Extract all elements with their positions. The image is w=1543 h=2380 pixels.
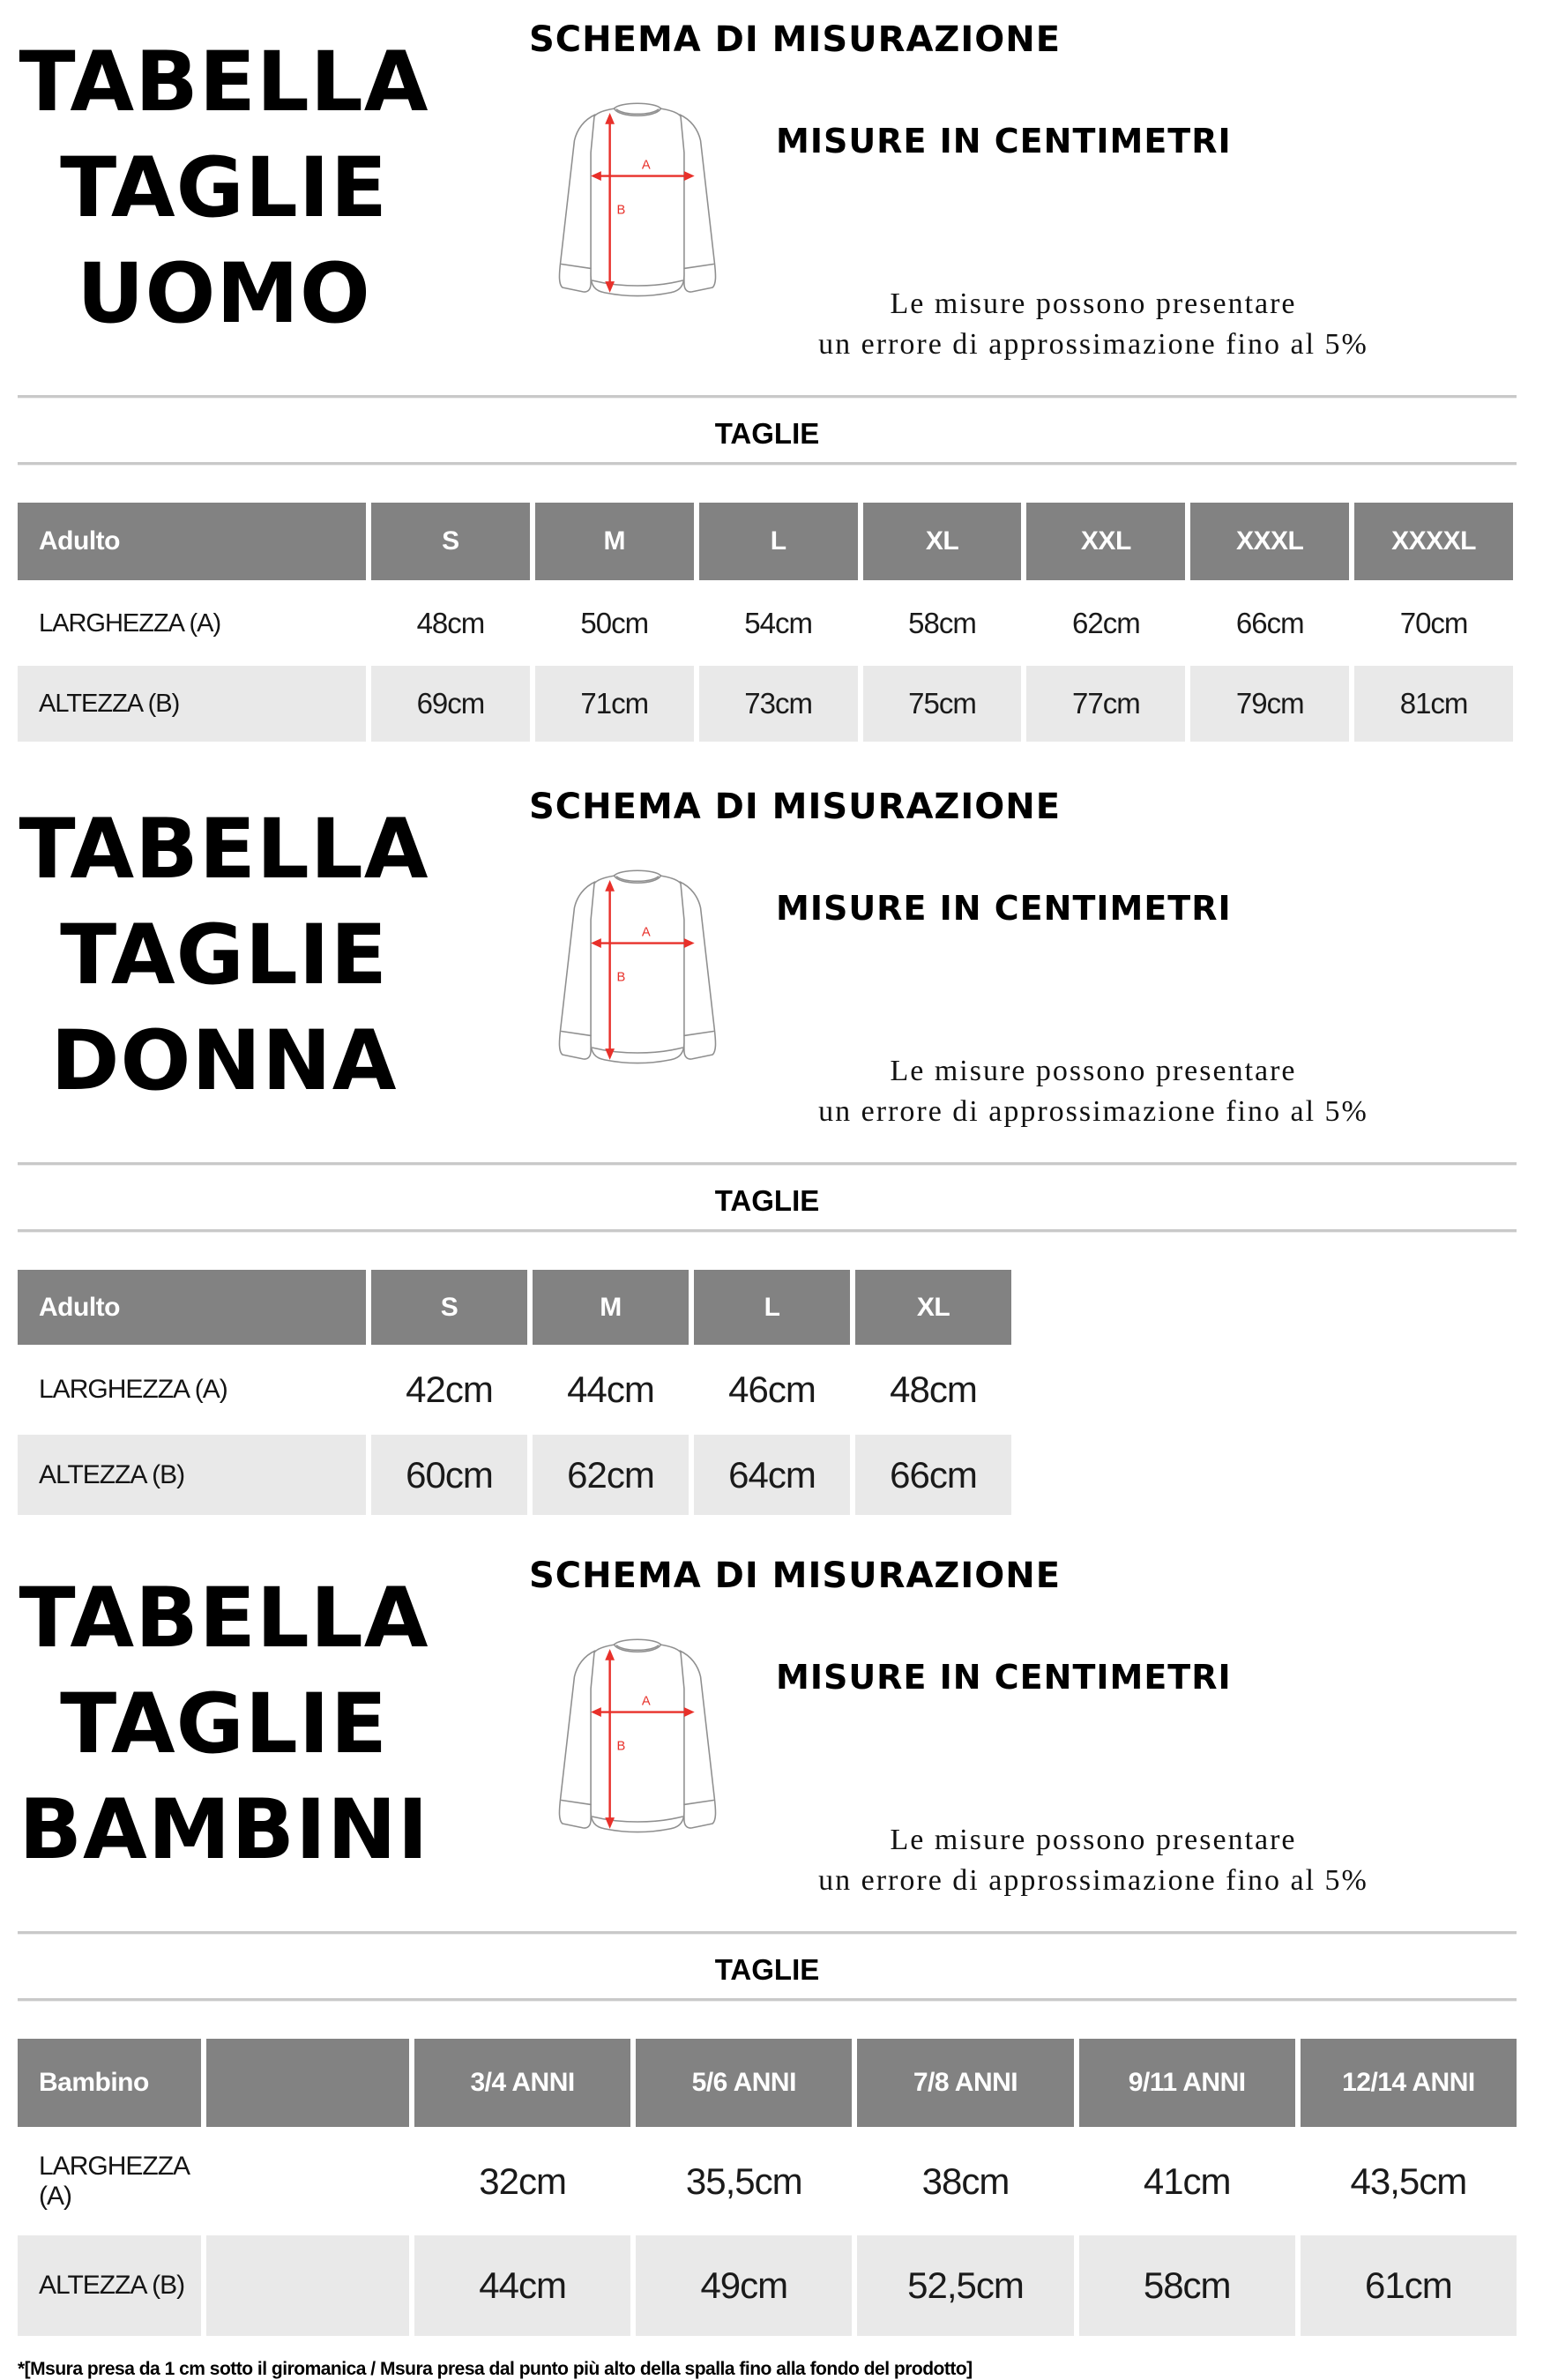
- shirt-diagram-icon: [508, 859, 767, 1076]
- value-cell: 43,5cm: [1301, 2132, 1517, 2230]
- taglie-bar: [18, 395, 1517, 466]
- divider: [18, 1229, 1517, 1233]
- value-cell: 52,5cm: [857, 2235, 1073, 2336]
- footnote: *[Msura presa da 1 cm sotto il giromanica / Msura presa dal punto più alto della spalla fino alla fondo del prodotto]: [18, 2359, 973, 2379]
- table-cell-empty: [206, 2132, 409, 2230]
- value-cell: 69cm: [371, 666, 530, 742]
- taglie-bar: [18, 1931, 1517, 2002]
- shirt-diagram-icon: [508, 1628, 767, 1845]
- value-cell: 62cm: [533, 1435, 689, 1515]
- width-arrow-label: A: [641, 1694, 651, 1709]
- table-cell-empty: [206, 2235, 409, 2336]
- value-cell: 44cm: [414, 2235, 630, 2336]
- table-header-cell-empty: [206, 2039, 409, 2127]
- table-header-cell: S: [371, 1270, 527, 1345]
- section-donna-header: [0, 767, 1543, 1162]
- section-title-line: TABELLA: [19, 34, 429, 131]
- value-cell: 58cm: [1079, 2235, 1295, 2336]
- value-cell: 41cm: [1079, 2132, 1295, 2230]
- row-label-cell: LARGHEZZA (A): [18, 2132, 201, 2230]
- schema-title: SCHEMA DI MISURAZIONE: [529, 1556, 1062, 1596]
- table-header-cell: M: [533, 1270, 689, 1345]
- section-title-line: TABELLA: [19, 802, 429, 898]
- section-title-line: BAMBINI: [19, 1782, 429, 1878]
- value-cell: 70cm: [1354, 586, 1513, 660]
- table-header-cell: XXXXL: [1354, 503, 1513, 580]
- section-title-line: TAGLIE: [60, 140, 388, 236]
- value-cell: 32cm: [414, 2132, 630, 2230]
- value-cell: 58cm: [863, 586, 1022, 660]
- value-cell: 38cm: [857, 2132, 1073, 2230]
- tolerance-note-line1: Le misure possono presentare: [890, 1824, 1297, 1856]
- section-uomo-header: [0, 0, 1543, 395]
- section-title-bambini: [16, 1566, 432, 1884]
- section-title-line: TABELLA: [19, 1571, 429, 1667]
- measure-unit-title: MISURE IN CENTIMETRI: [776, 889, 1232, 928]
- tolerance-note: [721, 1820, 1465, 1901]
- table-header-cell: XL: [855, 1270, 1011, 1345]
- taglie-heading: TAGLIE: [714, 1953, 820, 1986]
- size-table-uomo: [18, 503, 1513, 742]
- table-header-cell: 12/14 ANNI: [1301, 2039, 1517, 2127]
- table-header-cell: L: [694, 1270, 850, 1345]
- value-cell: 71cm: [535, 666, 694, 742]
- table-header-cell: Bambino: [18, 2039, 201, 2127]
- tolerance-note-line1: Le misure possono presentare: [890, 287, 1297, 320]
- height-arrow-label: B: [616, 203, 626, 218]
- row-label-cell: LARGHEZZA (A): [18, 1350, 366, 1429]
- row-label-cell: ALTEZZA (B): [18, 1435, 366, 1515]
- section-title-line: DONNA: [50, 1013, 398, 1109]
- row-label-cell: ALTEZZA (B): [18, 2235, 201, 2336]
- value-cell: 50cm: [535, 586, 694, 660]
- width-arrow-label: A: [641, 925, 651, 940]
- tolerance-note-line2: un errore di approssimazione fino al 5%: [818, 1864, 1368, 1897]
- width-arrow-label: A: [641, 158, 651, 173]
- value-cell: 49cm: [636, 2235, 852, 2336]
- table-header-cell: 5/6 ANNI: [636, 2039, 852, 2127]
- value-cell: 81cm: [1354, 666, 1513, 742]
- value-cell: 75cm: [863, 666, 1022, 742]
- size-table-bambini: [18, 2039, 1517, 2336]
- section-title-uomo: [16, 30, 432, 347]
- value-cell: 48cm: [855, 1350, 1011, 1429]
- section-donna: [0, 767, 1543, 1536]
- tolerance-note: [721, 284, 1465, 365]
- shirt-diagram: [508, 1628, 767, 1845]
- divider: [18, 462, 1517, 466]
- table-header-cell: S: [371, 503, 530, 580]
- measure-unit-title: MISURE IN CENTIMETRI: [776, 1658, 1232, 1697]
- section-bambini-header: [0, 1536, 1543, 1931]
- size-table-donna: [18, 1270, 1543, 1515]
- section-title-line: TAGLIE: [60, 907, 388, 1003]
- value-cell: 73cm: [699, 666, 858, 742]
- table-header-cell: XL: [863, 503, 1022, 580]
- height-arrow-label: B: [616, 970, 626, 985]
- value-cell: 66cm: [1190, 586, 1349, 660]
- value-cell: 61cm: [1301, 2235, 1517, 2336]
- value-cell: 44cm: [533, 1350, 689, 1429]
- table-header-cell: 9/11 ANNI: [1079, 2039, 1295, 2127]
- table-header-cell: Adulto: [18, 503, 366, 580]
- height-arrow-label: B: [616, 1739, 626, 1754]
- row-label-cell: LARGHEZZA (A): [18, 586, 366, 660]
- table-header-cell: L: [699, 503, 858, 580]
- tolerance-note-line1: Le misure possono presentare: [890, 1055, 1297, 1087]
- value-cell: 42cm: [371, 1350, 527, 1429]
- tolerance-note-line2: un errore di approssimazione fino al 5%: [818, 328, 1368, 361]
- taglie-heading: TAGLIE: [714, 417, 820, 450]
- value-cell: 77cm: [1026, 666, 1185, 742]
- section-title-line: TAGLIE: [60, 1676, 388, 1772]
- schema-title: SCHEMA DI MISURAZIONE: [529, 787, 1062, 827]
- table-header-cell: 3/4 ANNI: [414, 2039, 630, 2127]
- table-header-cell: XXL: [1026, 503, 1185, 580]
- tolerance-note-line2: un errore di approssimazione fino al 5%: [818, 1095, 1368, 1128]
- section-uomo: [0, 0, 1543, 767]
- row-label-cell: ALTEZZA (B): [18, 666, 366, 742]
- tolerance-note: [721, 1051, 1465, 1132]
- section-title-line: UOMO: [77, 246, 371, 342]
- value-cell: 62cm: [1026, 586, 1185, 660]
- value-cell: 54cm: [699, 586, 858, 660]
- taglie-heading: TAGLIE: [714, 1184, 820, 1217]
- schema-title: SCHEMA DI MISURAZIONE: [529, 19, 1062, 60]
- table-header-cell: M: [535, 503, 694, 580]
- measure-unit-title: MISURE IN CENTIMETRI: [776, 122, 1232, 160]
- table-header-cell: XXXL: [1190, 503, 1349, 580]
- shirt-diagram-icon: [508, 92, 767, 309]
- section-title-donna: [16, 797, 432, 1115]
- value-cell: 48cm: [371, 586, 530, 660]
- table-header-cell: 7/8 ANNI: [857, 2039, 1073, 2127]
- value-cell: 35,5cm: [636, 2132, 852, 2230]
- shirt-diagram: [508, 859, 767, 1076]
- value-cell: 60cm: [371, 1435, 527, 1515]
- shirt-diagram: [508, 92, 767, 309]
- value-cell: 64cm: [694, 1435, 850, 1515]
- taglie-bar: [18, 1162, 1517, 1233]
- value-cell: 46cm: [694, 1350, 850, 1429]
- table-header-cell: Adulto: [18, 1270, 366, 1345]
- section-bambini: [0, 1536, 1543, 2380]
- value-cell: 66cm: [855, 1435, 1011, 1515]
- value-cell: 79cm: [1190, 666, 1349, 742]
- divider: [18, 1998, 1517, 2002]
